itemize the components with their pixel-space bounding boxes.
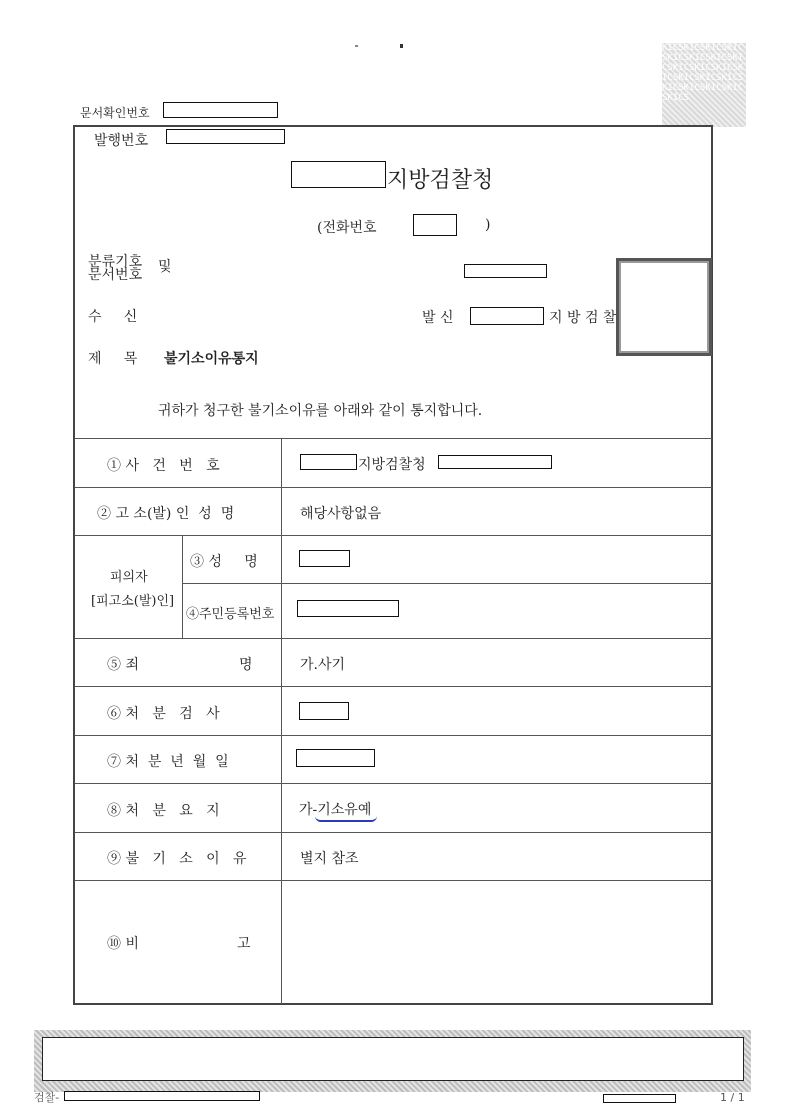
redacted-disposition-date xyxy=(296,749,375,767)
classification-label-1: 분류기호 xyxy=(88,254,143,270)
remarks-label: ⑩ 비 xyxy=(107,936,139,952)
redacted-bottom-box xyxy=(42,1037,744,1081)
classification-label-2: 문서번호 xyxy=(88,267,143,283)
complainant-value: 해당사항없음 xyxy=(300,506,382,522)
table-line xyxy=(75,735,712,736)
redacted-phone xyxy=(413,214,457,236)
charge-value: 가.사기 xyxy=(300,657,346,673)
prosecutor-label: ⑥ 처 분 검 사 xyxy=(107,706,220,722)
disposition-summary-label: ⑧ 처 분 요 지 xyxy=(107,803,220,819)
redacted-prosecutor xyxy=(299,702,349,720)
case-no-label: ① 사 건 번 호 xyxy=(107,458,220,474)
disposition-summary-value: 가-기소유예 xyxy=(299,802,372,818)
doc-confirm-label: 문서확인번호 xyxy=(80,106,150,120)
table-line xyxy=(75,783,712,784)
suspect-label: 피의자 xyxy=(110,570,148,585)
classification-and: 및 xyxy=(158,259,172,275)
subject-label: 제 목 xyxy=(88,351,138,367)
charge-label-end: 명 xyxy=(239,657,253,673)
phone-open: (전화번호 xyxy=(317,220,377,236)
remarks-label-end: 고 xyxy=(237,936,251,952)
name-label: ③ 성 명 xyxy=(190,554,258,570)
redacted-classification-no xyxy=(464,264,547,278)
sender-label: 발 신 xyxy=(422,310,454,326)
redacted-suspect-name xyxy=(299,550,350,567)
table-line xyxy=(281,438,282,1004)
table-line xyxy=(182,583,712,584)
table-line xyxy=(75,487,712,488)
official-seal-redacted xyxy=(616,258,712,356)
subject-value: 불기소이유통지 xyxy=(164,351,259,367)
redacted-issue-no xyxy=(166,129,285,144)
case-no-value: 지방검찰청 xyxy=(358,457,426,473)
issue-no-label: 발행번호 xyxy=(94,133,149,149)
table-line xyxy=(75,832,712,833)
table-line xyxy=(75,535,712,536)
table-line xyxy=(182,535,183,638)
page-number: 1 / 1 xyxy=(720,1091,745,1104)
table-line xyxy=(75,880,712,881)
table-line xyxy=(75,686,712,687)
scan-dot xyxy=(355,45,358,47)
non-prosecution-reason-value: 별지 참조 xyxy=(300,851,359,867)
footer-left-label: 검찰- xyxy=(34,1091,60,1104)
redacted-footer-date xyxy=(603,1094,676,1103)
table-line xyxy=(75,438,712,439)
disposition-date-label: ⑦ 처 분 년 월 일 xyxy=(107,754,229,770)
phone-close: ) xyxy=(485,217,491,233)
resident-no-label: ④주민등록번호 xyxy=(186,607,275,622)
redacted-agency-name xyxy=(291,161,386,188)
redacted-resident-no xyxy=(297,600,399,617)
intro-text: 귀하가 청구한 불기소이유를 아래와 같이 통지합니다. xyxy=(158,403,483,419)
scan-dot xyxy=(400,44,403,48)
redacted-case-no xyxy=(438,455,552,469)
non-prosecution-reason-label: ⑨ 불 기 소 이 유 xyxy=(107,851,247,867)
agency-title: 지방검찰청 xyxy=(387,168,494,193)
kics-watermark: KICSKICSKICSKICSKICSKICSKICSKICSKICSKICSKICSKICSKICSKICSKICSKICSKICSKICSKICSKICS xyxy=(662,43,746,127)
redacted-case-agency xyxy=(300,454,357,470)
sender-suffix: 지 방 검 찰 xyxy=(549,310,617,326)
pen-underline xyxy=(315,816,377,822)
redacted-doc-confirm-no xyxy=(163,102,278,118)
charge-label: ⑤ 죄 xyxy=(107,657,139,673)
complainant-label: ② 고 소(발) 인 성 명 xyxy=(97,506,235,522)
table-line xyxy=(75,638,712,639)
redacted-sender-name xyxy=(470,307,544,325)
recipient-label: 수 신 xyxy=(88,309,138,325)
suspect-label-sub: [피고소(발)인] xyxy=(91,594,175,609)
redacted-footer-code xyxy=(64,1091,260,1101)
